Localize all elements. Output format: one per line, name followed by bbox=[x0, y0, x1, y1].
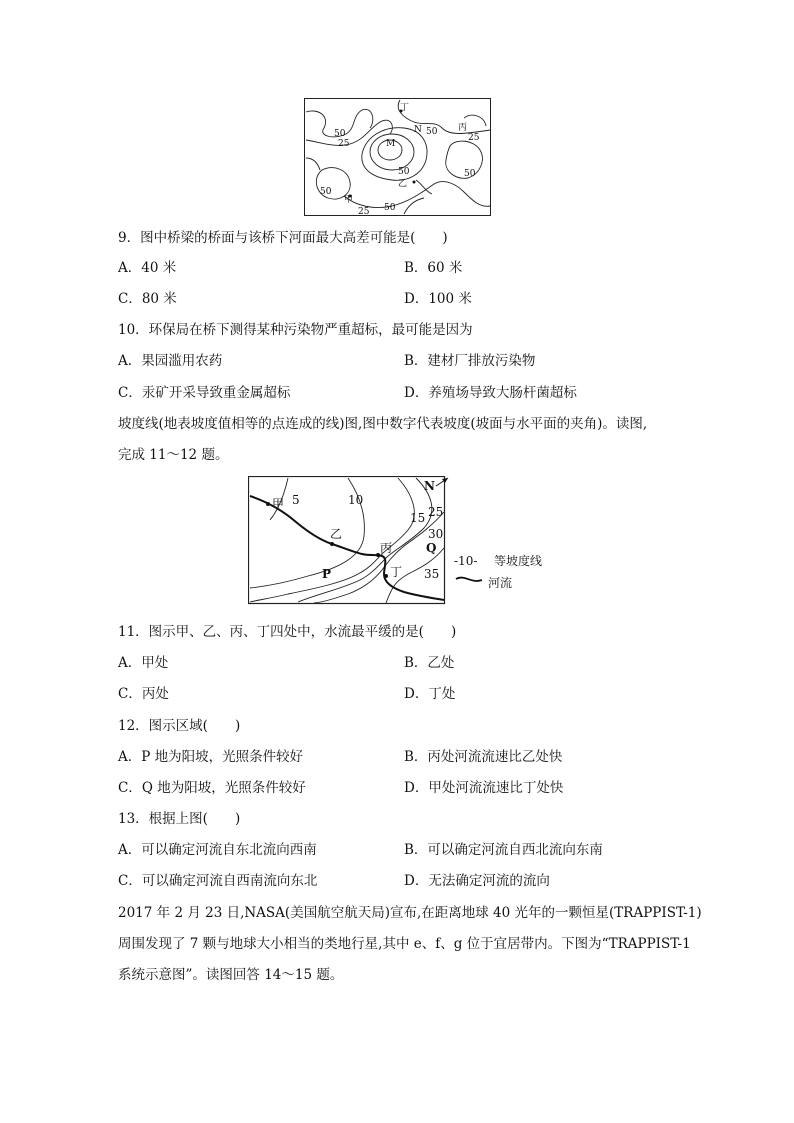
q11-option-b: B．乙处 bbox=[404, 655, 455, 671]
map1-contour-50-a: 50 bbox=[334, 129, 346, 139]
q12-option-a: A．P 地为阳坡，光照条件较好 bbox=[118, 749, 304, 765]
q10-option-b: B．建材厂排放污染物 bbox=[404, 353, 536, 369]
q12-option-b: B．丙处河流流速比乙处快 bbox=[404, 749, 563, 765]
q10-option-d: D．养殖场导致大肠杆菌超标 bbox=[404, 385, 577, 401]
map2-label-n: N bbox=[424, 479, 435, 493]
q9-option-c: C．80 米 bbox=[118, 291, 177, 307]
q10-option-a: A．果园滥用农药 bbox=[118, 353, 223, 369]
map2-label-yi: 乙 bbox=[330, 527, 343, 541]
map1-label-m: M bbox=[386, 139, 396, 149]
map1-label-n: N bbox=[414, 125, 422, 135]
q9-option-d: D．100 米 bbox=[404, 291, 472, 307]
q11-option-c: C．丙处 bbox=[118, 686, 169, 702]
q10-option-c: C．汞矿开采导致重金属超标 bbox=[118, 385, 291, 401]
q9-option-b: B．60 米 bbox=[404, 260, 463, 276]
legend-river-label: 河流 bbox=[488, 576, 513, 590]
q12-option-d: D．甲处河流流速比丁处快 bbox=[404, 780, 564, 796]
q11-option-a: A．甲处 bbox=[118, 655, 169, 671]
q12-option-c: C．Q 地为阳坡，光照条件较好 bbox=[118, 780, 306, 796]
q13-stem: 13．根据上图( ) bbox=[118, 811, 241, 827]
q11-stem: 11．图示甲、乙、丙、丁四处中，水流最平缓的是( ) bbox=[118, 624, 457, 640]
map1-contour-50-f: 50 bbox=[384, 203, 396, 213]
q13-option-d: D．无法确定河流的流向 bbox=[404, 873, 550, 889]
map1-contour-50-e: 50 bbox=[320, 187, 332, 197]
map1-contour-25-c: 25 bbox=[358, 207, 370, 216]
q13-option-c: C．可以确定河流自西南流向东北 bbox=[118, 873, 318, 889]
map1-contour-50-d: 50 bbox=[464, 169, 476, 179]
map1-contour-50-c: 50 bbox=[398, 167, 410, 177]
intro3-line3: 系统示意图”。读图回答 14～15 题。 bbox=[118, 967, 344, 983]
q11-option-d: D．丁处 bbox=[404, 686, 456, 702]
map1-label-yi: 乙 bbox=[398, 179, 408, 189]
intro2-line1: 坡度线(地表坡度值相等的点连成的线)图,图中数字代表坡度(坡面与水平面的夹角)。读图, bbox=[118, 416, 648, 432]
map2-label-ding: 丁 bbox=[390, 565, 403, 579]
map2-slope-10: 10 bbox=[348, 493, 364, 507]
map2-slope-5: 5 bbox=[292, 493, 300, 507]
map2-label-bing: 丙 bbox=[380, 541, 393, 555]
q10-stem: 10．环保局在桥下测得某种污染物严重超标，最可能是因为 bbox=[118, 322, 473, 338]
intro3-line1: 2017 年 2 月 23 日,NASA(美国航空航天局)宣布,在距离地球 40 光年的一颗恒星(TRAPPIST-1) bbox=[118, 905, 702, 921]
legend-slope-sample: -10- bbox=[454, 554, 478, 568]
q13-option-a: A．可以确定河流自东北流向西南 bbox=[118, 842, 317, 858]
q13-option-b: B．可以确定河流自西北流向东南 bbox=[404, 842, 603, 858]
map2-slope-15: 15 bbox=[410, 511, 426, 525]
contour-map-figure bbox=[304, 98, 491, 216]
map2-legend bbox=[454, 553, 542, 590]
map2-slope-30: 30 bbox=[428, 527, 444, 541]
intro2-line2: 完成 11～12 题。 bbox=[118, 447, 229, 463]
slope-map-figure bbox=[248, 476, 548, 606]
map2-slope-35: 35 bbox=[424, 567, 440, 581]
map1-label-ding: 丁 bbox=[400, 103, 410, 113]
map2-slope-25: 25 bbox=[428, 505, 444, 519]
map2-label-jia: 甲 bbox=[272, 497, 285, 511]
map1-contour-25-a: 25 bbox=[338, 139, 350, 149]
q9-stem: 9．图中桥梁的桥面与该桥下河面最大高差可能是( ) bbox=[118, 230, 448, 246]
map2-label-p: P bbox=[322, 567, 332, 581]
q12-stem: 12．图示区域( ) bbox=[118, 718, 241, 734]
map1-label-jia: 甲 bbox=[344, 195, 354, 205]
q9-option-a: A．40 米 bbox=[118, 260, 177, 276]
intro3-line2: 周围发现了 7 颗与地球大小相当的类地行星,其中 e、f、g 位于宜居带内。下图为“TRAPPIST-1 bbox=[118, 936, 691, 952]
map1-contour-25-b: 25 bbox=[468, 133, 480, 143]
legend-slope-label: 等坡度线 bbox=[494, 554, 543, 568]
map1-contour-50-b: 50 bbox=[426, 127, 438, 137]
map2-label-q: Q bbox=[426, 541, 437, 555]
map1-label-bing: 丙 bbox=[458, 123, 468, 133]
